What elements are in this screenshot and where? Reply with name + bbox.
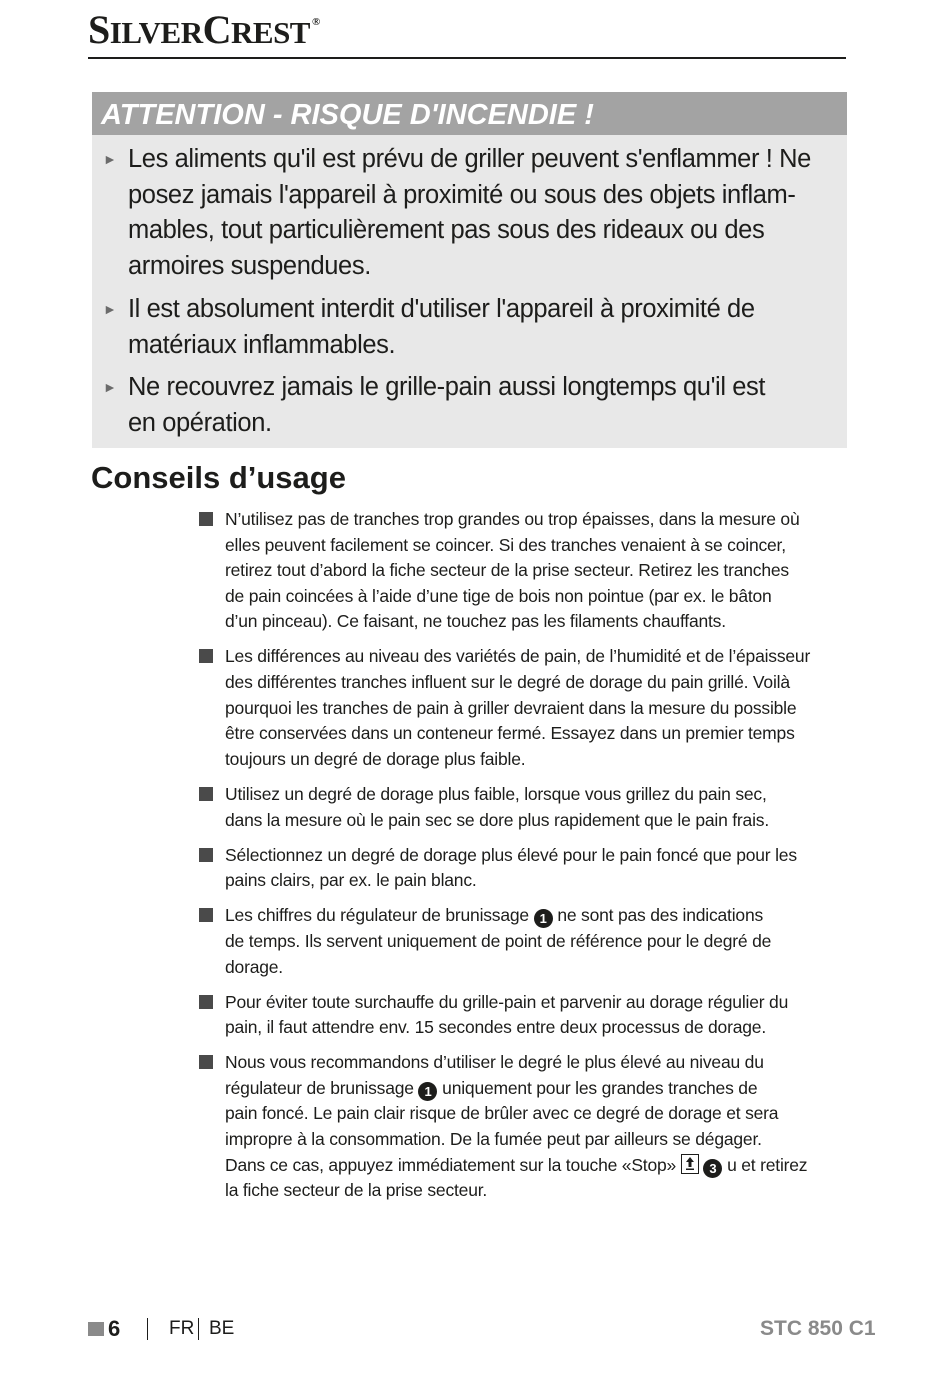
list-item: Les différences au niveau des variétés de pain, de l’humidité et de l’épaisseur des différentes tranches influent sur le degré de dorage du pain grillé. Voilà pourquoi les tranches de pain à griller devraient dans la mesure du possible être conservées dans un conteneur fermé. Essayez dans un premier temps toujours un degré de dorage plus faible. [198,644,858,772]
section-title: Conseils d’usage [91,460,346,495]
list-item: Les chiffres du régulateur de brunissage 1 ne sont pas des indications de temps. Ils servent uniquement de point de référence pour le degré de dorage. [198,903,858,980]
square-bullet-icon [199,995,213,1009]
header-rule [88,57,846,59]
footer-divider [147,1318,148,1340]
triangle-bullet-icon: ► [103,379,117,395]
list-item: Nous vous recommandons d’utiliser le degré le plus élevé au niveau du régulateur de brunissage 1 uniquement pour les grandes tranches de pain foncé. Le pain clair risque de brûler avec ce degré de dorage et sera impropre à la consommation. De la fumée peut par ailleurs se dégager. Dans ce cas, appuyez immédiatement sur la touche «Stop» 3 u et retirez la fiche secteur de la prise secteur. [198,1050,858,1204]
triangle-bullet-icon: ► [103,151,117,167]
list-item: N’utilisez pas de tranches trop grandes ou trop épaisses, dans la mesure où elles peuvent facilement se coincer. Si des tranches venaient à se coincer, retirez tout d’abord la fiche secteur de la prise secteur. Retirez les tranches de pain coincées à l’aide d’une tige de bois non pointue (par ex. le bâton d’un pinceau). Ce faisant, ne touchez pas les filaments chauffants. [198,507,858,635]
square-bullet-icon [199,787,213,801]
list-item: Sélectionnez un degré de dorage plus élevé pour le pain foncé que pour les pains clairs, par ex. le pain blanc. [198,843,858,894]
square-bullet-icon [199,848,213,862]
tips-list [198,507,858,1204]
warning-list [92,142,847,441]
stop-eject-icon [681,1154,699,1174]
footer-divider [198,1318,199,1340]
warning-item: ► Ne recouvrez jamais le grille-pain aussi longtemps qu'il est en opération. [92,370,847,441]
country-code: BE [209,1318,235,1339]
brand-logo: SILVERCREST ® [88,7,320,52]
list-item: Utilisez un degré de dorage plus faible, lorsque vous grillez du pain sec, dans la mesure où le pain sec se dore plus rapidement que le pain frais. [198,782,858,833]
fire-warning-box [92,92,847,448]
language-code: FR [169,1318,195,1339]
list-item: Pour éviter toute surchauffe du grille-pain et parvenir au dorage régulier du pain, il faut attendre env. 15 secondes entre deux processus de dorage. [198,990,858,1041]
square-bullet-icon [199,512,213,526]
footer-square-icon [88,1322,104,1336]
square-bullet-icon [199,1055,213,1069]
square-bullet-icon [199,908,213,922]
square-bullet-icon [199,649,213,663]
warning-item: ► Il est absolument interdit d'utiliser l'appareil à proximité de matériaux inflammables. [92,292,847,363]
warning-item: ► Les aliments qu'il est prévu de griller peuvent s'enflammer ! Ne posez jamais l'appareil à proximité ou sous des objets inflam- mables, tout particulièrement pas sous des rideaux ou des armoires suspendues. [92,142,847,284]
part-number-badge: 3 [703,1159,722,1178]
warning-title: ATTENTION - RISQUE D'INCENDIE ! [92,92,847,135]
part-number-badge: 1 [418,1082,437,1101]
page-number: 6 [108,1316,121,1341]
triangle-bullet-icon: ► [103,301,117,317]
part-number-badge: 1 [534,909,553,928]
model-number: STC 850 C1 [760,1317,876,1340]
